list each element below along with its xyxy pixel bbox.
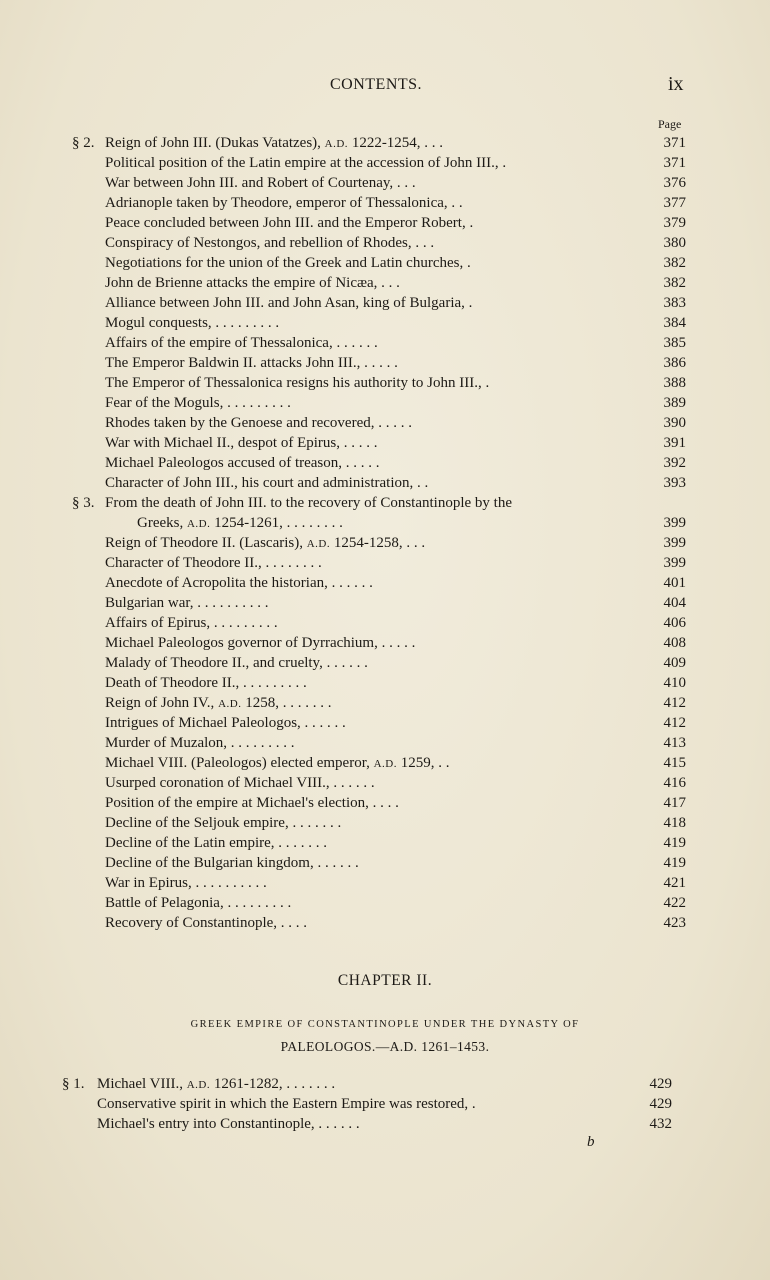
toc-entry-title: Reign of John III. (Dukas Vatatzes), A.D. 1222-1254, . . . bbox=[105, 135, 444, 151]
toc-entry bbox=[0, 493, 770, 513]
toc-entry-title: Intrigues of Michael Paleologos, . . . . . . bbox=[105, 715, 346, 731]
toc-entry bbox=[0, 633, 770, 653]
toc-entry-page: 418 bbox=[663, 815, 686, 831]
toc-entry-page: 412 bbox=[663, 695, 686, 711]
toc-entry-title: The Emperor of Thessalonica resigns his authority to John III., . bbox=[105, 375, 490, 391]
toc-entry bbox=[0, 173, 770, 193]
toc-entry-title: Decline of the Latin empire, . . . . . . . bbox=[105, 835, 328, 851]
toc-entry-title: Death of Theodore II., . . . . . . . . . bbox=[105, 675, 307, 691]
toc-entry-page: 408 bbox=[663, 635, 686, 651]
toc-entry-page: 423 bbox=[663, 915, 686, 931]
toc-entry bbox=[0, 593, 770, 613]
toc-entry bbox=[0, 733, 770, 753]
toc-entry bbox=[0, 573, 770, 593]
toc-entry-title: Michael VIII., A.D. 1261-1282, . . . . . . . bbox=[97, 1076, 336, 1092]
chapter-subtitle-line2: PALEOLOGOS.—A.D. 1261–1453. bbox=[280, 1039, 490, 1054]
toc-entry bbox=[0, 853, 770, 873]
toc-entry-title: Usurped coronation of Michael VIII., . . . . . . bbox=[105, 775, 375, 791]
toc-entry-title: Political position of the Latin empire at the accession of John III., . bbox=[105, 155, 507, 171]
toc-entry-title: From the death of John III. to the recovery of Constantinople by the bbox=[105, 495, 512, 511]
toc-entry bbox=[0, 313, 770, 333]
toc-entry-title: John de Brienne attacks the empire of Nicæa, . . . bbox=[105, 275, 400, 291]
toc-entry bbox=[0, 913, 770, 933]
chapter-subtitle-line1: GREEK EMPIRE OF CONSTANTINOPLE UNDER THE DYNASTY OF bbox=[190, 1019, 580, 1030]
section-number: § 1. bbox=[62, 1076, 85, 1092]
toc-entry-title: Reign of John IV., A.D. 1258, . . . . . . . bbox=[105, 695, 332, 711]
toc-entry bbox=[0, 833, 770, 853]
toc-entry-page: 421 bbox=[663, 875, 686, 891]
section-number: § 3. bbox=[72, 495, 95, 511]
toc-entry-page: 399 bbox=[663, 555, 686, 571]
toc-entry-page: 416 bbox=[663, 775, 686, 791]
toc-entry-page: 422 bbox=[663, 895, 686, 911]
toc-entry-page: 389 bbox=[663, 395, 686, 411]
toc-entry-page: 406 bbox=[663, 615, 686, 631]
toc-entry-title: Michael Paleologos governor of Dyrrachium, . . . . . bbox=[105, 635, 416, 651]
toc-entry-title: Alliance between John III. and John Asan, king of Bulgaria, . bbox=[105, 295, 473, 311]
toc-chapter-2 bbox=[0, 1074, 770, 1134]
toc-entry-page: 379 bbox=[663, 215, 686, 231]
toc-entry-title: War with Michael II., despot of Epirus, . . . . . bbox=[105, 435, 378, 451]
toc-entry bbox=[0, 753, 770, 773]
toc-entry-title: War in Epirus, . . . . . . . . . . bbox=[105, 875, 267, 891]
toc-entry-title: Affairs of the empire of Thessalonica, . . . . . . bbox=[105, 335, 378, 351]
toc-entry-title: Anecdote of Acropolita the historian, . . . . . . bbox=[105, 575, 373, 591]
toc-entry-page: 383 bbox=[663, 295, 686, 311]
chapter-heading: CHAPTER II. bbox=[337, 972, 433, 989]
toc-entry-title: Conspiracy of Nestongos, and rebellion of Rhodes, . . . bbox=[105, 235, 435, 251]
page-column-label: Page bbox=[658, 117, 682, 131]
toc-entry bbox=[0, 213, 770, 233]
toc-entry bbox=[0, 473, 770, 493]
page-number: ix bbox=[668, 73, 684, 95]
toc-entry-page: 371 bbox=[663, 135, 686, 151]
toc-entry bbox=[0, 153, 770, 173]
toc-entry-title: Rhodes taken by the Genoese and recovered, . . . . . bbox=[105, 415, 412, 431]
toc-entry-title: Conservative spirit in which the Eastern Empire was restored, . bbox=[97, 1096, 476, 1112]
toc-entry-title: Recovery of Constantinople, . . . . bbox=[105, 915, 308, 931]
toc-entry bbox=[0, 273, 770, 293]
toc-entry bbox=[0, 413, 770, 433]
toc-entry-title: Michael VIII. (Paleologos) elected emperor, A.D. 1259, . . bbox=[105, 755, 450, 771]
toc-entry-page: 380 bbox=[663, 235, 686, 251]
toc-entry-page: 417 bbox=[663, 795, 686, 811]
toc-entry-page: 382 bbox=[663, 255, 686, 271]
toc-entry-page: 429 bbox=[649, 1096, 672, 1112]
toc-entry-title: Decline of the Seljouk empire, . . . . . . . bbox=[105, 815, 342, 831]
toc-entry bbox=[0, 393, 770, 413]
toc-entry-page: 432 bbox=[649, 1116, 672, 1132]
toc-entry bbox=[0, 433, 770, 453]
toc-entry-page: 393 bbox=[663, 475, 686, 491]
toc-entry bbox=[0, 293, 770, 313]
toc-entry-page: 409 bbox=[663, 655, 686, 671]
toc-entry bbox=[0, 873, 770, 893]
toc-entry-page: 382 bbox=[663, 275, 686, 291]
toc-entry bbox=[0, 513, 770, 533]
toc-entry bbox=[0, 193, 770, 213]
toc-entry-title: Character of John III., his court and administration, . . bbox=[105, 475, 429, 491]
toc-entry-title: War between John III. and Robert of Courtenay, . . . bbox=[105, 175, 416, 191]
toc-entry-title: Character of Theodore II., . . . . . . . . bbox=[105, 555, 322, 571]
toc-entry-title: Mogul conquests, . . . . . . . . . bbox=[105, 315, 280, 331]
toc-entry-page: 401 bbox=[663, 575, 686, 591]
toc-entry-page: 392 bbox=[663, 455, 686, 471]
toc-entry-page: 419 bbox=[663, 835, 686, 851]
toc-entry-title: Greeks, A.D. 1254-1261, . . . . . . . . bbox=[137, 515, 343, 531]
toc-entry bbox=[0, 253, 770, 273]
toc-entry-title: Decline of the Bulgarian kingdom, . . . . . . bbox=[105, 855, 359, 871]
toc-entry bbox=[0, 553, 770, 573]
toc-entry-page: 385 bbox=[663, 335, 686, 351]
toc-entry-page: 419 bbox=[663, 855, 686, 871]
toc-entry bbox=[0, 893, 770, 913]
toc-entry bbox=[0, 773, 770, 793]
toc-entry-page: 415 bbox=[663, 755, 686, 771]
toc-entry bbox=[0, 1094, 770, 1114]
toc-entry bbox=[0, 533, 770, 553]
toc-entry bbox=[0, 1114, 770, 1134]
toc-entry bbox=[0, 613, 770, 633]
toc-entry-title: Reign of Theodore II. (Lascaris), A.D. 1254-1258, . . . bbox=[105, 535, 426, 551]
toc-entry-title: Position of the empire at Michael's election, . . . . bbox=[105, 795, 399, 811]
running-head bbox=[0, 73, 770, 98]
toc-entry-title: Battle of Pelagonia, . . . . . . . . . bbox=[105, 895, 292, 911]
page-title: CONTENTS. bbox=[330, 76, 423, 93]
toc-entry-page: 399 bbox=[663, 535, 686, 551]
toc-entry-page: 390 bbox=[663, 415, 686, 431]
toc-entry-page: 376 bbox=[663, 175, 686, 191]
toc-entry-page: 386 bbox=[663, 355, 686, 371]
toc-entry bbox=[0, 353, 770, 373]
toc-entry bbox=[0, 453, 770, 473]
toc-entry bbox=[0, 713, 770, 733]
toc-entry-title: Bulgarian war, . . . . . . . . . . bbox=[105, 595, 269, 611]
toc-entry-page: 410 bbox=[663, 675, 686, 691]
toc-entry-title: Peace concluded between John III. and the Emperor Robert, . bbox=[105, 215, 474, 231]
toc-entry-page: 413 bbox=[663, 735, 686, 751]
toc-entry-page: 412 bbox=[663, 715, 686, 731]
toc-entry bbox=[0, 673, 770, 693]
toc-entry-page: 399 bbox=[663, 515, 686, 531]
toc-entry-page: 371 bbox=[663, 155, 686, 171]
toc-entry bbox=[0, 1074, 770, 1094]
toc-entry-title: Affairs of Epirus, . . . . . . . . . bbox=[105, 615, 278, 631]
toc-entry bbox=[0, 653, 770, 673]
toc-entry-page: 391 bbox=[663, 435, 686, 451]
section-number: § 2. bbox=[72, 135, 95, 151]
toc-entry bbox=[0, 693, 770, 713]
toc-entry-title: Malady of Theodore II., and cruelty, . . . . . . bbox=[105, 655, 368, 671]
toc-entry-page: 404 bbox=[663, 595, 686, 611]
toc-entry bbox=[0, 813, 770, 833]
toc-entry-title: Michael Paleologos accused of treason, . . . . . bbox=[105, 455, 380, 471]
toc-entry-title: Negotiations for the union of the Greek and Latin churches, . bbox=[105, 255, 471, 271]
toc-entry-title: Fear of the Moguls, . . . . . . . . . bbox=[105, 395, 291, 411]
toc-entry-page: 429 bbox=[649, 1076, 672, 1092]
toc-entry-page: 384 bbox=[663, 315, 686, 331]
signature-mark: b bbox=[587, 1134, 595, 1150]
toc-entry-page: 377 bbox=[663, 195, 686, 211]
toc-entry-title: The Emperor Baldwin II. attacks John III., . . . . . bbox=[105, 355, 398, 371]
toc-entry bbox=[0, 373, 770, 393]
toc-entry-title: Adrianople taken by Theodore, emperor of Thessalonica, . . bbox=[105, 195, 463, 211]
toc-entry-title: Michael's entry into Constantinople, . . . . . . bbox=[97, 1116, 360, 1132]
toc-entry-title: Murder of Muzalon, . . . . . . . . . bbox=[105, 735, 295, 751]
toc-entry-page: 388 bbox=[663, 375, 686, 391]
toc-section-2-3 bbox=[0, 133, 770, 933]
toc-entry bbox=[0, 793, 770, 813]
toc-entry bbox=[0, 233, 770, 253]
toc-entry bbox=[0, 333, 770, 353]
toc-entry bbox=[0, 133, 770, 153]
